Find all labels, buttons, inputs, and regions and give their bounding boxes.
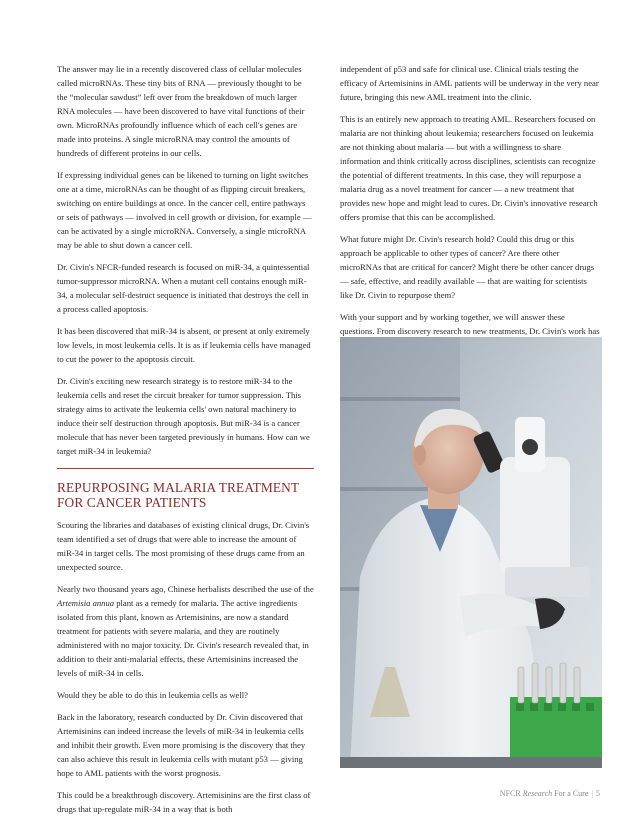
section-heading: REPURPOSING MALARIA TREATMENT FOR CANCER PATIENTS [57,480,299,510]
artemisia-name: Artemisia annua [57,598,115,608]
paragraph-herbalists [57,582,314,680]
page-footer [500,789,600,798]
right-column [340,62,600,374]
paragraph-light-switches: If expressing individual genes can be likened to turning on light switches one at a time, microRNAs can be thought of as flipping circuit breakers, switching on entire buildings at once. In the cancer cell, entire pathways or sets of pathways — involved in cell growth or division, for example — can be activated by a single microRNA. Conversely, a single microRNA may be able to shut down a cancer cell. [57,170,312,250]
lab-photo [340,337,602,768]
footer-separator: | [591,789,593,798]
left-column [57,62,314,824]
paragraph-research-strategy: Dr. Civin's exciting new research strategy is to restore miR-34 to the leukemia cells and reset the circuit breaker for tumor suppression. This strategy aims to activate the leukemia cells' own natural machinery to induce their self destruction through apoptosis. But miR-34 is a cancer molecule that has never been targeted previously in humans. How can we target miR-34 in leukemia? [57,376,310,456]
scientist-microscope-illustration [340,337,602,768]
support-text: With your support and by working together, we will answer these questions. From discovery research to new treatments, Dr. Civin's work has [340,312,600,336]
herbalists-text-b: plant as a remedy for malaria. The active ingredients isolated from this plant, known as Artemisinins, are now a standard treatment for patients with severe malaria, and they are routinely administered with no major toxicity. Dr. Civin's research revealed that, in addition to their anti-malarial effects, these Artemisinins increased the levels of miR-34 in cells. [57,598,309,678]
paragraph-mir34-focus: Dr. Civin's NFCR-funded research is focused on miR-34, a quintessential tumor-suppressor microRNA. When a mutant cell contains enough miR-34, a molecular self-destruct sequence is initiated that destroys the cell in a process called apoptosis. [57,262,310,314]
paragraph-question: Would they be able to do this in leukemia cells as well? [57,690,248,700]
paragraph-breakthrough: This could be a breakthrough discovery. Artemisinins are the first class of drugs that up-regulate miR-34 in a way that is both [57,790,311,814]
footer-org: NFCR [499,789,521,798]
paragraph-mir34-absent: It has been discovered that miR-34 is absent, or present at only extremely low levels, in most leukemia cells. It is as if leukemia cells have managed to cut the power to the apoptosis circuit. [57,326,311,364]
paragraph-new-approach: This is an entirely new approach to treating AML. Researchers focused on malaria are not thinking about leukemia; researchers focused on leukemia are not thinking about malaria — but with a willingness to share information and think critically across disciplines, scientists can recognize the potential of different treatments. In this case, they will repurpose a malaria drug as a novel treatment for cancer — a new treatment that provides new hope and might lead to cures. Dr. Civin's innovative research offers promise that this can be accomplished. [340,114,598,222]
footer-rest: For a Cure [554,789,589,798]
paragraph-scouring: Scouring the libraries and databases of existing clinical drugs, Dr. Civin's team identified a set of drugs that were able to increase the amount of miR-34 in target cells. The most promising of these drugs came from an unexpected source. [57,520,310,572]
paragraph-laboratory: Back in the laboratory, research conducted by Dr. Civin discovered that Artemisinins can indeed increase the levels of miR-34 in leukemia cells and inhibit their growth. Even more promising is the discovery that they can also achieve this result in leukemia cells with mutant p53 — giving hope to AML patients with the worst prognosis. [57,712,306,778]
herbalists-text-a: Nearly two thousand years ago, Chinese herbalists described the use of the [57,584,314,594]
page-number: 5 [596,789,600,798]
paragraph-microrna-intro: The answer may lie in a recently discovered class of cellular molecules called microRNAs. These tiny bits of RNA — previously thought to be the “molecular sawdust” left over from the breakdown of much larger RNA molecules — have been discovered to have vital functions of their own. MicroRNAs profoundly influence which of each cell's genes are made into proteins. A single microRNA may control the amounts of hundreds of different proteins in our cells. [57,64,305,158]
footer-research: Research [522,789,553,798]
paragraph-independent: independent of p53 and safe for clinical use. Clinical trials testing the efficacy of Artemisinins in AML patients will be underway in the very near future, bringing this new AML treatment into the clinic. [340,64,599,102]
paragraph-future: What future might Dr. Civin's research hold? Could this drug or this approach be applicable to other types of cancer? Are there other microRNAs that are critical for cancer? Might there be other cancer drugs — safe, effective, and readily available — that are waiting for scientists like Dr. Civin to repurpose them? [340,234,595,300]
section-divider [57,468,314,469]
